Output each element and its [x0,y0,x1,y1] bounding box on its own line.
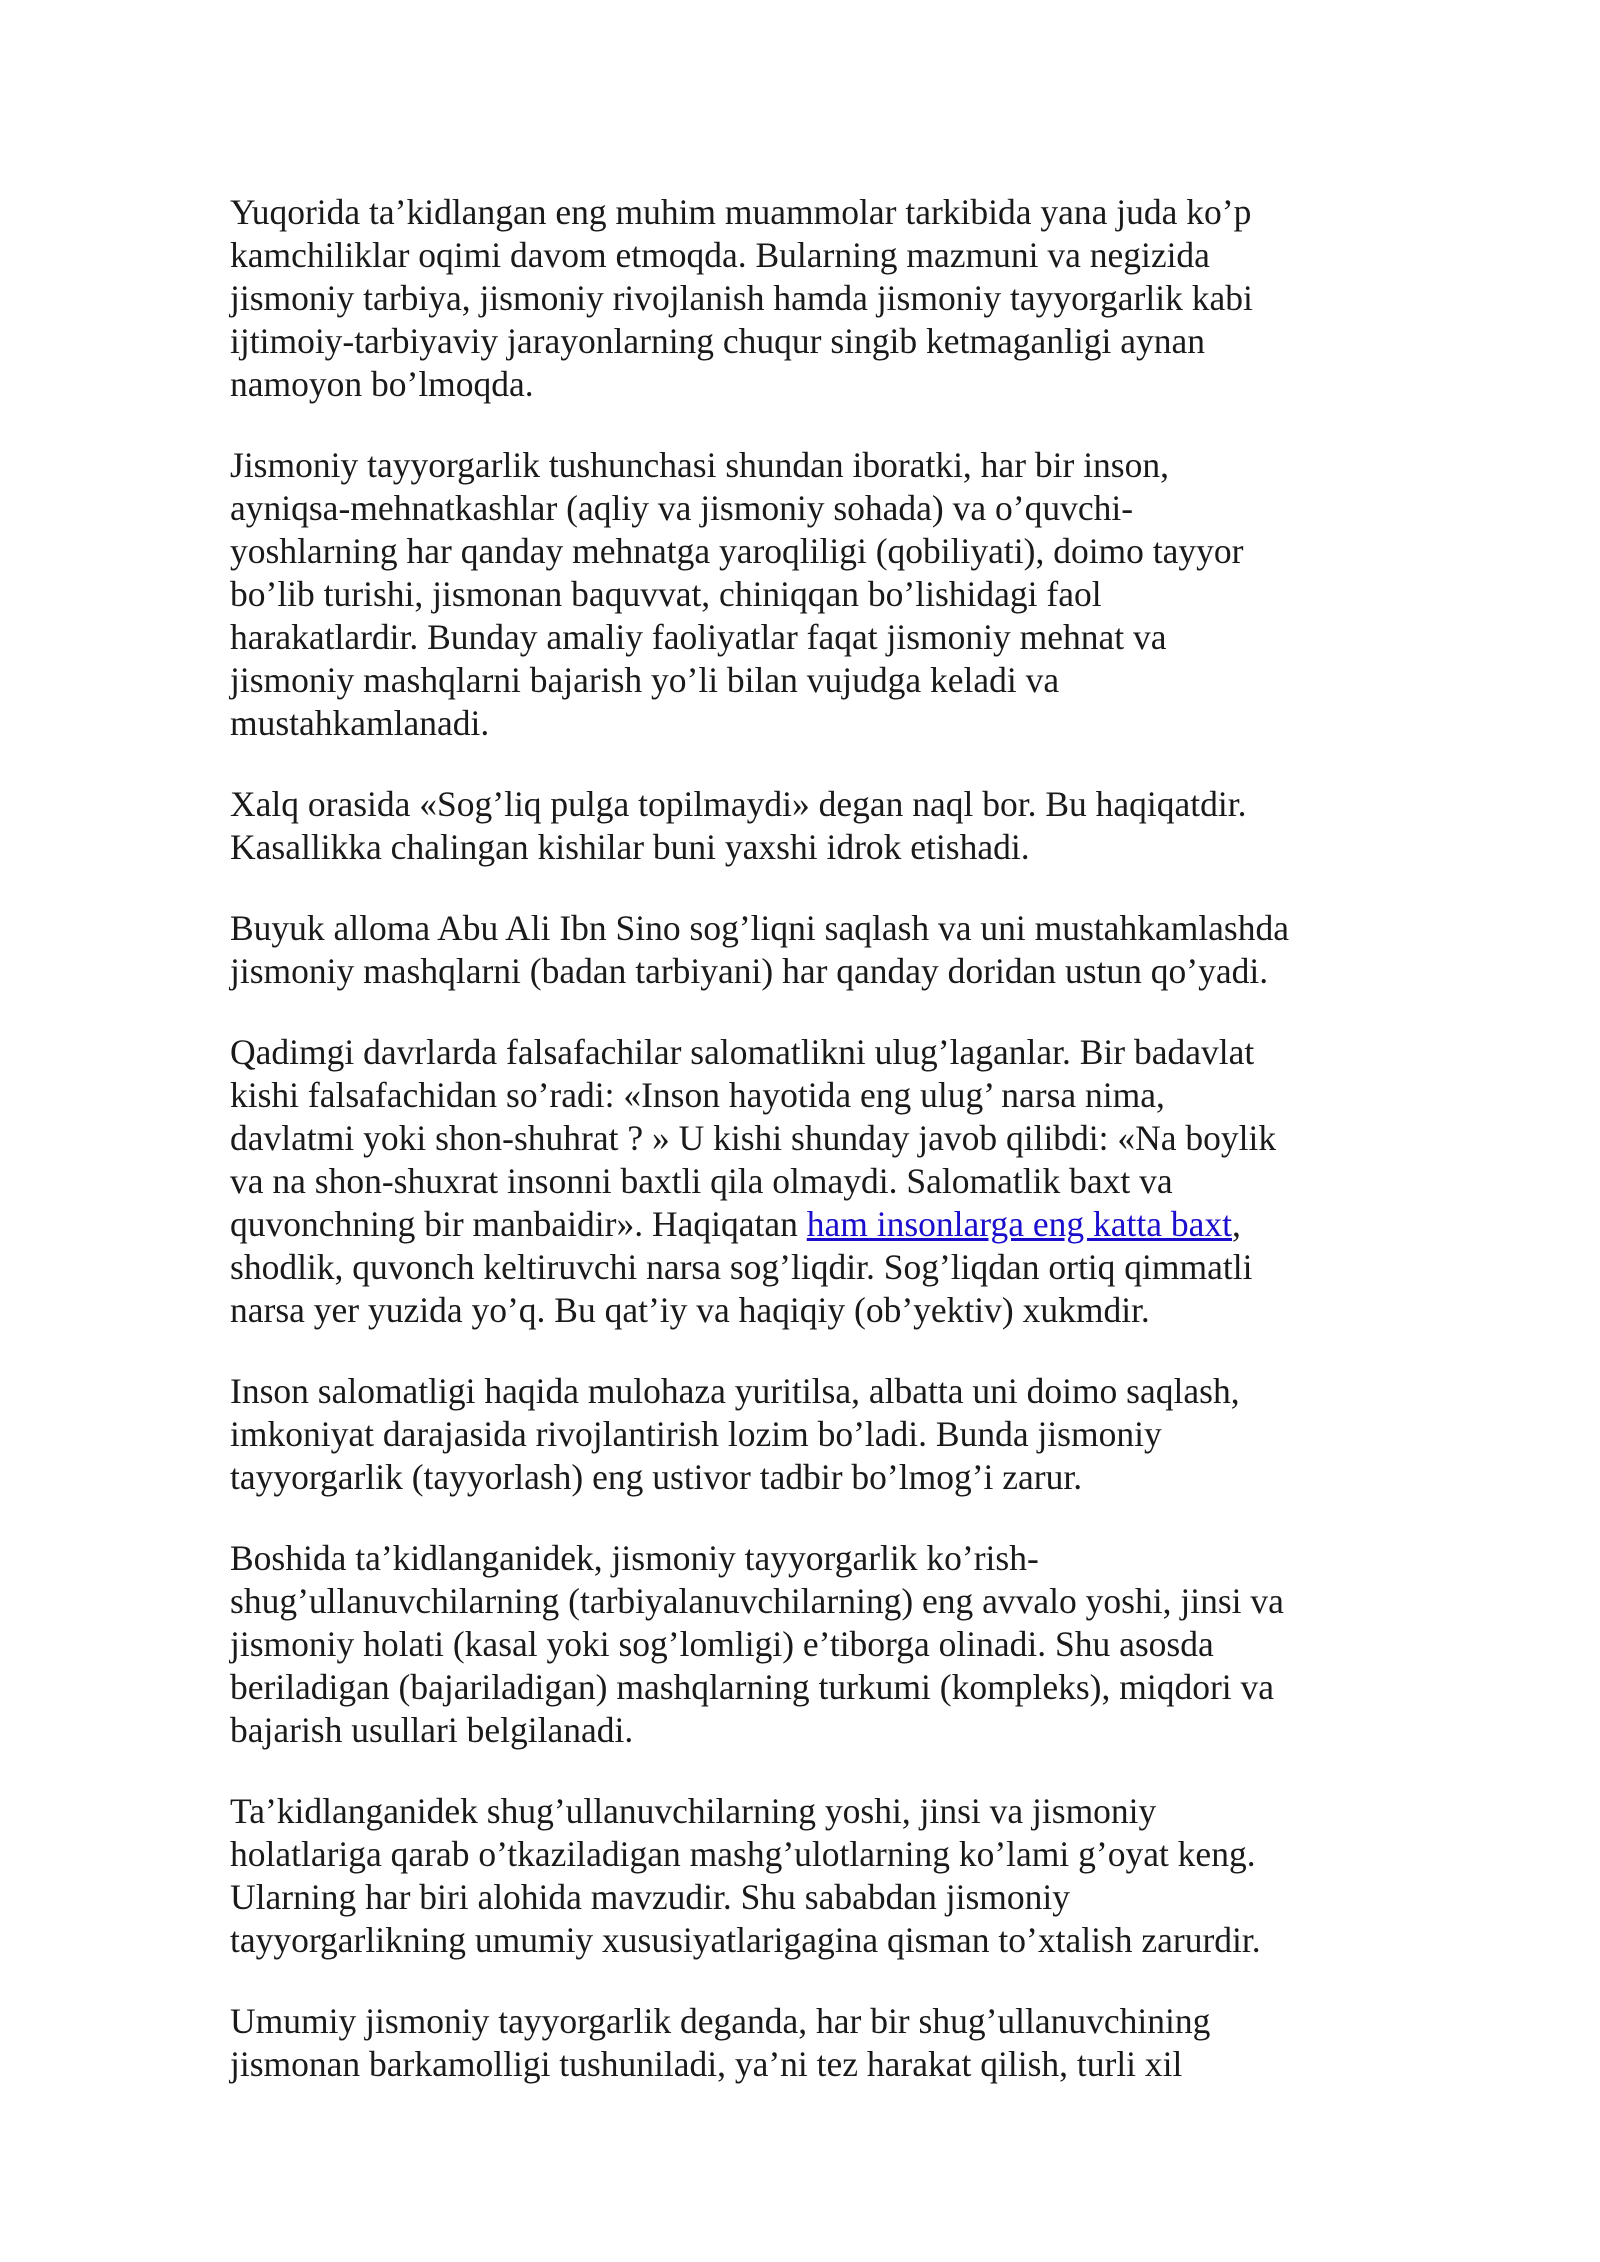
text-line: shug’ullanuvchilarning (tarbiyalanuvchilarning) eng avvalo yoshi, jinsi va [230,1581,1284,1621]
text-line: Yuqorida ta’kidlangan eng muhim muammolar tarkibida yana juda ko’p [230,192,1252,232]
text-line: jismoniy mashqlarni (badan tarbiyani) har qanday doridan ustun qo’yadi. [230,951,1269,991]
paragraph-9 [230,2000,1370,2086]
text-line: Qadimgi davrlarda falsafachilar salomatlikni ulug’laganlar. Bir badavlat [230,1032,1255,1072]
paragraph-4 [230,907,1370,993]
text-line: jismoniy holati (kasal yoki sog’lomligi) e’tiborga olinadi. Shu asosda [230,1624,1214,1664]
text-line: bajarish usullari belgilanadi. [230,1710,634,1750]
text-line: shodlik, quvonch keltiruvchi narsa sog’liqdir. Sog’liqdan ortiq qimmatli [230,1247,1253,1287]
link-line-prefix: quvonchning bir manbaidir». Haqiqatan [230,1204,807,1244]
text-line: ijtimoiy-tarbiyaviy jarayonlarning chuqur singib ketmaganligi aynan [230,321,1206,361]
text-line: yoshlarning har qanday mehnatga yaroqliligi (qobiliyati), doimo tayyor [230,531,1244,571]
paragraph-1 [230,191,1370,406]
text-line: Kasallikka chalingan kishilar buni yaxshi idrok etishadi. [230,827,1030,867]
link-line-suffix: , [1231,1204,1241,1244]
text-line: kamchiliklar oqimi davom etmoqda. Bularning mazmuni va negizida [230,235,1210,275]
text-line: Ta’kidlanganidek shug’ullanuvchilarning yoshi, jinsi va jismoniy [230,1791,1157,1831]
hyperlink[interactable]: ham insonlarga eng katta baxt [806,1204,1232,1244]
text-line-with-link [230,1203,1370,1246]
text-line: kishi falsafachidan so’radi: «Inson hayotida eng ulug’ narsa nima, [230,1075,1165,1115]
paragraph-5 [230,1031,1370,1332]
text-line: jismoniy tarbiya, jismoniy rivojlanish hamda jismoniy tayyorgarlik kabi [230,278,1253,318]
text-line: ayniqsa-mehnatkashlar (aqliy va jismoniy sohada) va o’quvchi- [230,488,1134,528]
text-line: Xalq orasida «Sog’liq pulga topilmaydi» degan naql bor. Bu haqiqatdir. [230,784,1247,824]
text-line: mustahkamlanadi. [230,703,490,743]
paragraph-7 [230,1537,1370,1752]
paragraph-6 [230,1370,1370,1499]
text-line: Ularning har biri alohida mavzudir. Shu sababdan jismoniy [230,1877,1071,1917]
text-line: tayyorgarlikning umumiy xususiyatlarigagina qisman to’xtalish zarurdir. [230,1920,1261,1960]
text-line: imkoniyat darajasida rivojlantirish lozim bo’ladi. Bunda jismoniy [230,1414,1162,1454]
text-line: Inson salomatligi haqida mulohaza yuritilsa, albatta uni doimo saqlash, [230,1371,1240,1411]
text-line: jismoniy mashqlarni bajarish yo’li bilan vujudga keladi va [230,660,1060,700]
text-line: harakatlardir. Bunday amaliy faoliyatlar faqat jismoniy mehnat va [230,617,1167,657]
text-line: holatlariga qarab o’tkaziladigan mashg’ulotlarning ko’lami g’oyat keng. [230,1834,1256,1874]
text-line: Buyuk alloma Abu Ali Ibn Sino sog’liqni saqlash va uni mustahkamlashda [230,908,1290,948]
text-line: va na shon-shuxrat insonni baxtli qila olmaydi. Salomatlik baxt va [230,1161,1173,1201]
text-line: tayyorgarlik (tayyorlash) eng ustivor tadbir bo’lmog’i zarur. [230,1457,1083,1497]
paragraph-8 [230,1790,1370,1962]
text-line: narsa yer yuzida yo’q. Bu qat’iy va haqiqiy (ob’yektiv) xukmdir. [230,1290,1150,1330]
text-line: Jismoniy tayyorgarlik tushunchasi shundan iboratki, har bir inson, [230,445,1169,485]
text-line: Umumiy jismoniy tayyorgarlik deganda, har bir shug’ullanuvchining [230,2001,1211,2041]
text-line: bo’lib turishi, jismonan baquvvat, chiniqqan bo’lishidagi faol [230,574,1102,614]
paragraph-2 [230,444,1370,745]
text-line: namoyon bo’lmoqda. [230,364,534,404]
text-line: davlatmi yoki shon-shuhrat ? » U kishi shunday javob qilibdi: «Na boylik [230,1118,1277,1158]
document-body [230,191,1370,2124]
text-line: jismonan barkamolligi tushuniladi, ya’ni tez harakat qilish, turli xil [230,2044,1183,2084]
text-line: Boshida ta’kidlanganidek, jismoniy tayyorgarlik ko’rish- [230,1538,1039,1578]
text-line: beriladigan (bajariladigan) mashqlarning turkumi (kompleks), miqdori va [230,1667,1275,1707]
paragraph-3 [230,783,1370,869]
